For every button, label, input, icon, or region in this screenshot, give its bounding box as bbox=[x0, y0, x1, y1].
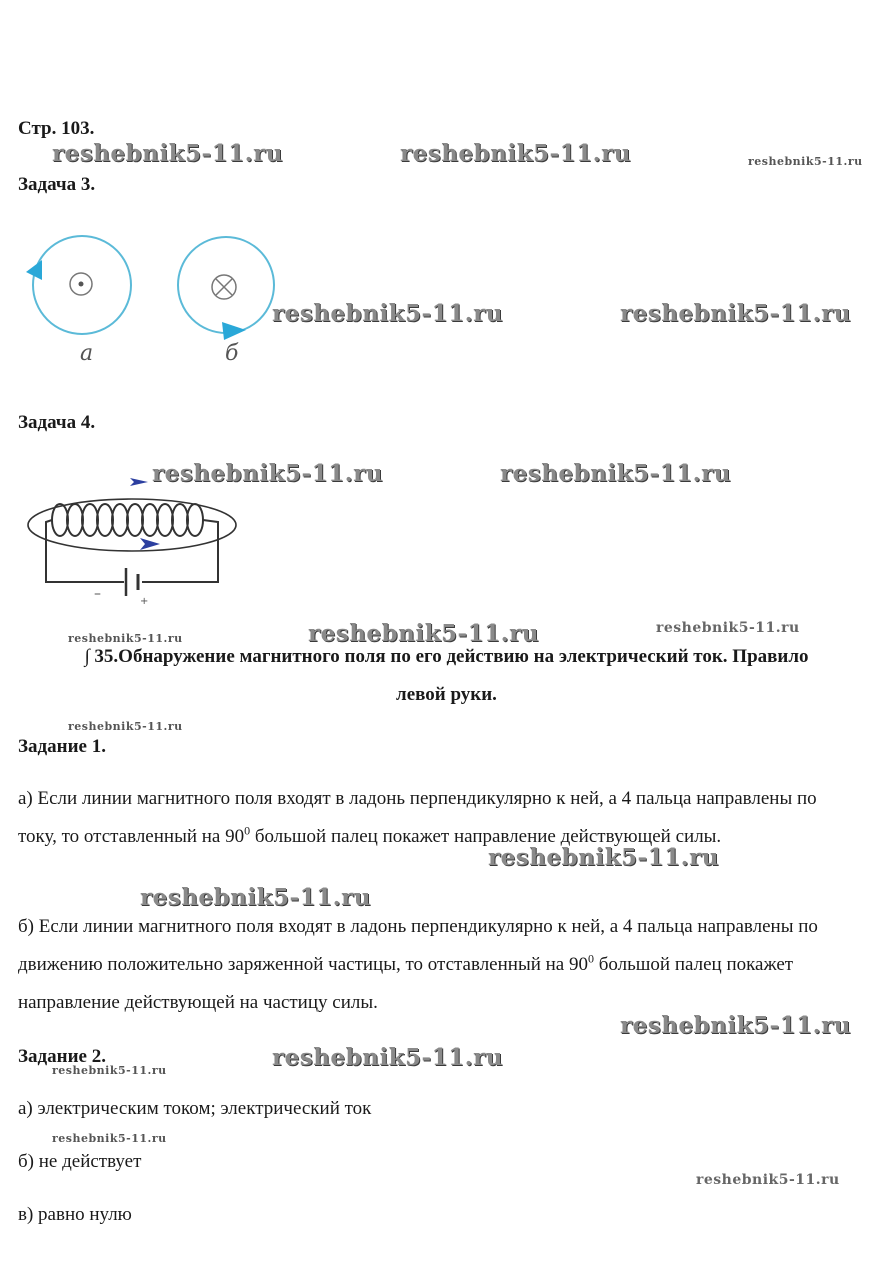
watermark: reshebnik5-11.ru bbox=[748, 155, 863, 168]
watermark: reshebnik5-11.ru bbox=[140, 884, 371, 911]
watermark: reshebnik5-11.ru bbox=[52, 1064, 167, 1077]
watermark: reshebnik5-11.ru bbox=[620, 1012, 851, 1039]
minus-sign: – bbox=[94, 586, 101, 602]
watermark: reshebnik5-11.ru bbox=[52, 1132, 167, 1145]
answer-b-text-end: большой палец покажет направление действующей на частицу силы. bbox=[18, 954, 794, 1013]
page-reference: Стр. 103. bbox=[18, 118, 95, 139]
degree-sup: 0 bbox=[587, 951, 594, 966]
watermark: reshebnik5-11.ru bbox=[52, 140, 283, 167]
watermark: reshebnik5-11.ru bbox=[656, 620, 800, 636]
task3-title: Задача 3. bbox=[18, 174, 96, 195]
answer-a-text-end: большой палец покажет направление действующей силы. bbox=[250, 826, 722, 847]
field-circle-b bbox=[178, 237, 274, 340]
answer-b-text: б) Если линии магнитного поля входят в ладонь перпендикулярно к ней, а 4 пальца направлены по движению положительно заряженной частицы, то отставленный на 90 bbox=[18, 916, 818, 975]
label-a: а bbox=[80, 341, 94, 366]
exercise2-title: Задание 2. bbox=[18, 1046, 106, 1067]
watermark: reshebnik5-11.ru bbox=[68, 632, 183, 645]
watermark: reshebnik5-11.ru bbox=[152, 460, 383, 487]
exercise2-answer-b: б) не действует bbox=[18, 1151, 142, 1172]
field-line bbox=[28, 499, 236, 551]
section-title-line2: левой руки. bbox=[396, 684, 497, 705]
section-title-line1: ∫ 35.Обнаружение магнитного поля по его действию на электрический ток. Правило bbox=[84, 646, 809, 667]
watermark: reshebnik5-11.ru bbox=[272, 1044, 503, 1071]
arrow-icon bbox=[130, 478, 160, 550]
watermark: reshebnik5-11.ru bbox=[68, 720, 183, 733]
task4-title: Задача 4. bbox=[18, 412, 96, 433]
exercise1-title: Задание 1. bbox=[18, 736, 106, 757]
exercise2-answer-a: а) электрическим током; электрический ток bbox=[18, 1098, 372, 1119]
degree-sup: 0 bbox=[244, 823, 251, 838]
arrow-icon bbox=[222, 322, 246, 340]
watermark: reshebnik5-11.ru bbox=[308, 620, 539, 647]
plus-sign: + bbox=[140, 596, 149, 607]
solenoid-circuit-figure bbox=[22, 470, 247, 610]
label-b: б bbox=[225, 341, 239, 366]
exercise1-answer-b bbox=[18, 908, 828, 1022]
watermark: reshebnik5-11.ru bbox=[500, 460, 731, 487]
task3-figure bbox=[20, 228, 290, 368]
field-circle-a bbox=[26, 236, 131, 334]
watermark: reshebnik5-11.ru bbox=[696, 1172, 840, 1188]
coil bbox=[52, 504, 203, 536]
watermark: reshebnik5-11.ru bbox=[272, 300, 503, 327]
answer-a-text: а) Если линии магнитного поля входят в ладонь перпендикулярно к ней, а 4 пальца направлены по току, то отставленный на 90 bbox=[18, 788, 817, 847]
exercise2-answer-c: в) равно нулю bbox=[18, 1204, 132, 1225]
watermark: reshebnik5-11.ru bbox=[400, 140, 631, 167]
watermark: reshebnik5-11.ru bbox=[488, 844, 719, 871]
watermark: reshebnik5-11.ru bbox=[620, 300, 851, 327]
